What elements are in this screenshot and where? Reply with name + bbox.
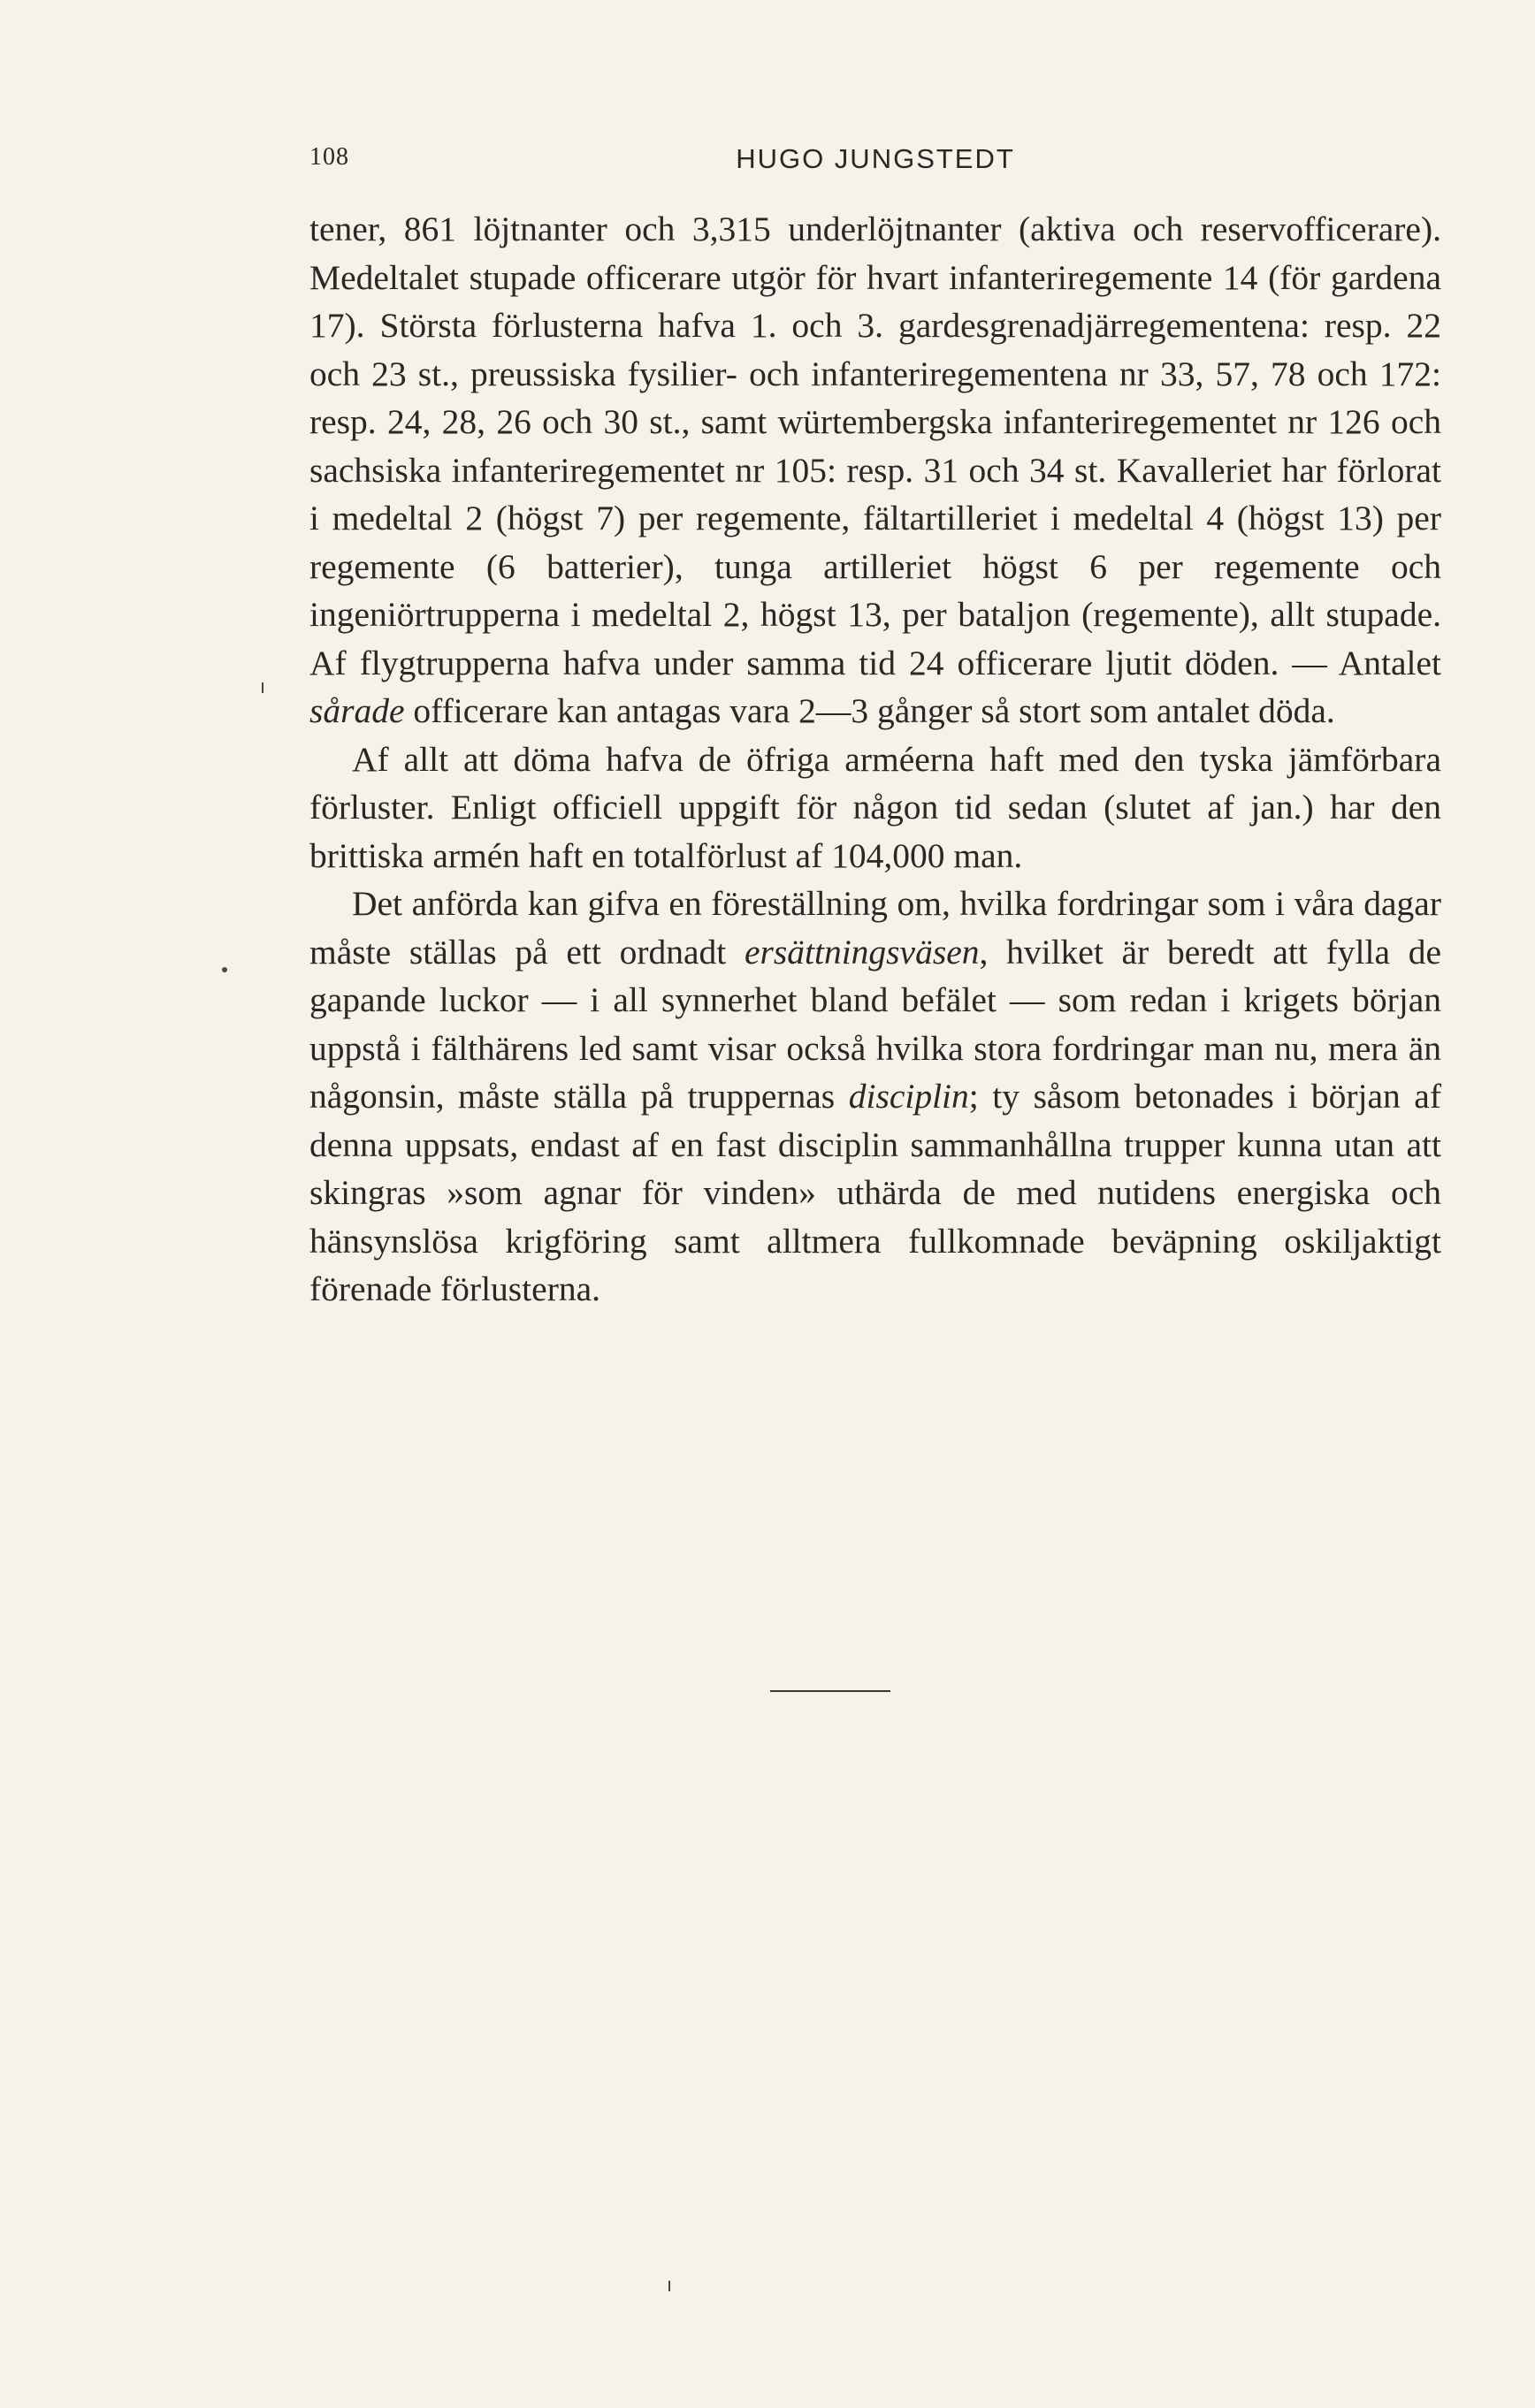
running-head: HUGO JUNGSTEDT (736, 143, 1015, 174)
page-header (309, 143, 1441, 187)
end-rule (770, 1690, 890, 1692)
paragraph (309, 735, 1441, 880)
margin-mark (262, 682, 263, 693)
margin-mark (668, 2281, 670, 2291)
emphasized-text: sårade (309, 691, 405, 730)
body-text (309, 205, 1441, 1314)
text-run: , hvilket är beredt att fylla de gapande luckor — i all synnerhet bland befälet — som redan i krigets början uppstå i fälthärens led samt visar också hvilka stora fordringar man nu, mera än någonsin, måste ställa på truppernas (309, 932, 1441, 1116)
text-run: Det anförda kan gifva en föreställning om, hvilka fordringar som i våra dagar måste ställas på ett ordnadt (309, 884, 1441, 972)
paragraph (309, 205, 1441, 735)
paragraph (309, 880, 1441, 1314)
text-run: ; ty såsom betonades i början af denna uppsats, endast af en fast disciplin sammanhållna trupper kunna utan att skingras »som agnar för vinden» uthärda de med nutidens energiska och hänsynslösa krigföring samt alltmera fullkomnade beväpning oskiljaktigt förenade förlusterna. (309, 1077, 1441, 1308)
emphasized-text: ersättningsväsen (744, 932, 980, 972)
emphasized-text: disciplin (848, 1077, 969, 1116)
text-run: officerare kan antagas vara 2—3 gånger så stort som antalet döda. (404, 691, 1335, 730)
margin-mark (222, 967, 227, 972)
page-number: 108 (309, 143, 349, 171)
text-run: tener, 861 löjtnanter och 3,315 underlöjtnanter (aktiva och reservofficerare). Medeltalet stupade officerare utgör för hvart infanteriregemente 14 (för gardena 17). Största förlusterna hafva 1. och 3. gardesgrenadjärregementena: resp. 22 och 23 st., preussiska fysilier- och infanteriregementena nr 33, 57, 78 och 172: resp. 24, 28, 26 och 30 st., samt würtembergska infanteriregementet nr 126 och sachsiska infanteriregementet nr 105: resp. 31 och 34 st. Kavalleriet har förlorat i medeltal 2 (högst 7) per regemente, fältartilleriet i medeltal 4 (högst 13) per regemente (6 batterier), tunga artilleriet högst 6 per regemente och ingeniörtrupperna i medeltal 2, högst 13, per bataljon (regemente), allt stupade. Af flygtrupperna hafva under samma tid 24 officerare ljutit döden. — Antalet (309, 210, 1441, 682)
text-run: Af allt att döma hafva de öfriga arméerna haft med den tyska jämförbara förluster. Enligt officiell uppgift för någon tid sedan (slutet af jan.) har den brittiska armén haft en totalförlust af 104,000 man. (309, 739, 1441, 875)
